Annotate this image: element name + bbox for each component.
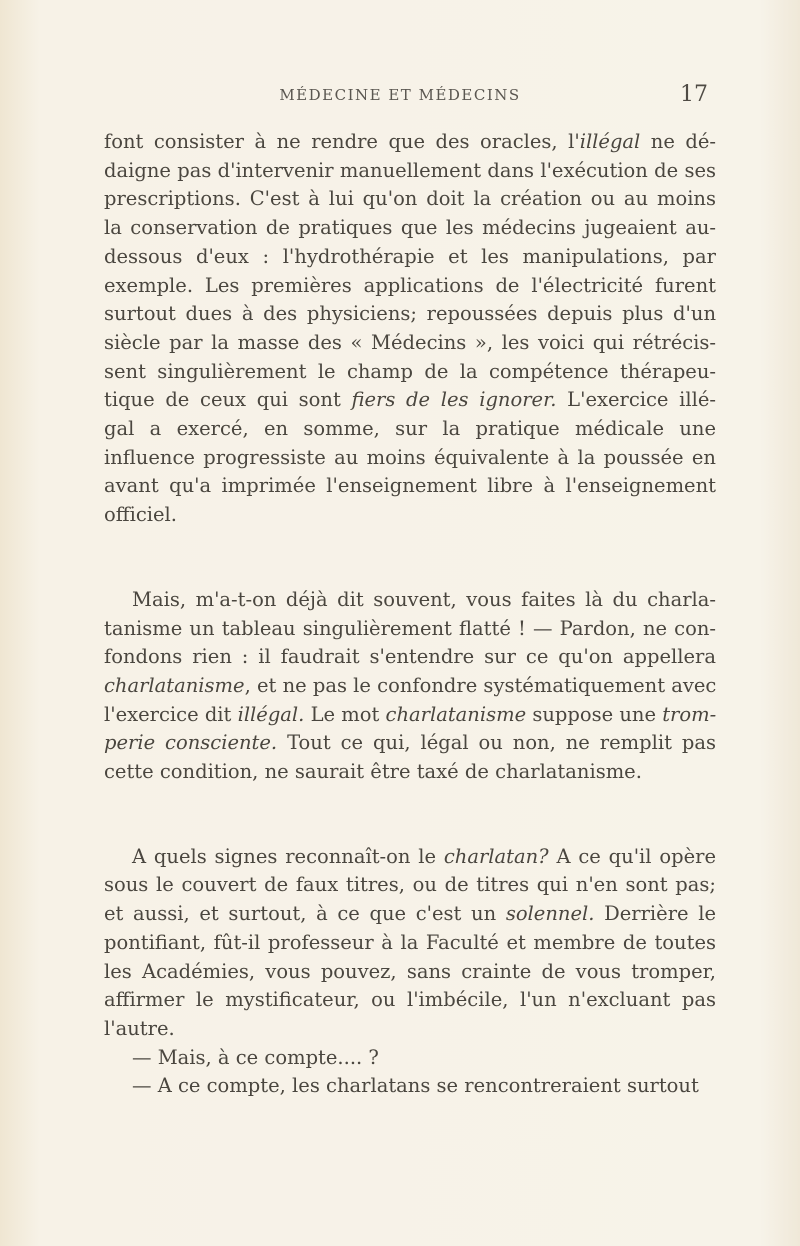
italic-phrase: charlatanisme [385, 702, 527, 726]
text-line: — A ce compte, les charlatans se rencontreraient surtout [132, 1074, 699, 1098]
page-header [0, 82, 800, 116]
text-line: cette condition, ne saurait être taxé de charlatanisme. [104, 760, 642, 784]
text-line: font consister à ne rendre que des oracles, l'illégal ne dé- [104, 130, 716, 153]
text-line: avant qu'a imprimée l'enseignement libre à l'enseignement [104, 474, 716, 498]
italic-phrase: trom- [662, 702, 717, 726]
text-line: prescriptions. C'est à lui qu'on doit la création ou au moins [104, 187, 716, 211]
text-line: et aussi, et surtout, à ce que c'est un solennel. Derrière le [104, 902, 716, 926]
text-line: gal a exercé, en somme, sur la pratique médicale une [104, 417, 716, 441]
text-line: officiel. [104, 503, 177, 527]
text-line: surtout dues à des physiciens; repoussées depuis plus d'un [104, 302, 716, 326]
paragraph [104, 128, 716, 530]
italic-phrase: solennel. [505, 902, 595, 926]
paragraph-gap [104, 530, 716, 586]
italic-phrase: fiers de les ignorer. [351, 388, 557, 412]
text-line: — Mais, à ce compte.... ? [132, 1045, 379, 1069]
paragraph [104, 1072, 716, 1101]
text-line: sent singulièrement le champ de la compétence thérapeu- [104, 359, 716, 383]
text-line: siècle par la masse des « Médecins », les voici qui rétrécis- [104, 330, 716, 354]
text-line: tanisme un tableau singulièrement flatté ! — Pardon, ne con- [104, 616, 716, 640]
page-number: 17 [680, 82, 708, 107]
text-line: pontifiant, fût-il professeur à la Faculté et membre de toutes [104, 930, 716, 954]
running-head: MÉDECINE ET MÉDECINS [279, 86, 521, 104]
text-line: l'exercice dit illégal. Le mot charlatanisme suppose une trom- [104, 702, 717, 726]
paragraph-gap [104, 787, 716, 843]
text-line: fondons rien : il faudrait s'entendre sur ce qu'on appellera [104, 645, 716, 669]
text-line: l'autre. [104, 1016, 175, 1040]
italic-phrase: charlatan? [443, 844, 549, 868]
text-line: la conservation de pratiques que les médecins jugeaient au- [104, 216, 716, 240]
text-line: sous le couvert de faux titres, ou de titres qui n'en sont pas; [104, 873, 716, 897]
italic-phrase: charlatanisme [104, 673, 245, 697]
text-line: daigne pas d'intervenir manuellement dans l'exécution de ses [104, 158, 716, 182]
text-line: perie consciente. Tout ce qui, légal ou non, ne remplit pas [104, 731, 716, 755]
italic-phrase: perie consciente. [104, 731, 278, 755]
paragraph [104, 1044, 716, 1073]
text-line: charlatanisme, et ne pas le confondre systématiquement avec [104, 673, 717, 697]
text-line: influence progressiste au moins équivalente à la poussée en [104, 445, 716, 469]
paragraph [104, 843, 716, 1044]
text-line: les Académies, vous pouvez, sans crainte de vous tromper, [104, 959, 716, 983]
text-line: dessous d'eux : l'hydrothérapie et les manipulations, par [104, 244, 716, 268]
paragraph [104, 586, 716, 787]
text-line: affirmer le mystificateur, ou l'imbécile, l'un n'excluant pas [104, 988, 716, 1012]
text-line: exemple. Les premières applications de l'électricité furent [104, 273, 716, 297]
italic-phrase: illégal [579, 130, 641, 153]
italic-phrase: illégal. [237, 702, 305, 726]
text-line: Mais, m'a-t-on déjà dit souvent, vous faites là du charla- [132, 587, 716, 611]
text-line: tique de ceux qui sont fiers de les ignorer. L'exercice illé- [104, 388, 716, 412]
body-text [104, 128, 716, 1101]
text-line: A quels signes reconnaît-on le charlatan? A ce qu'il opère [132, 844, 716, 868]
